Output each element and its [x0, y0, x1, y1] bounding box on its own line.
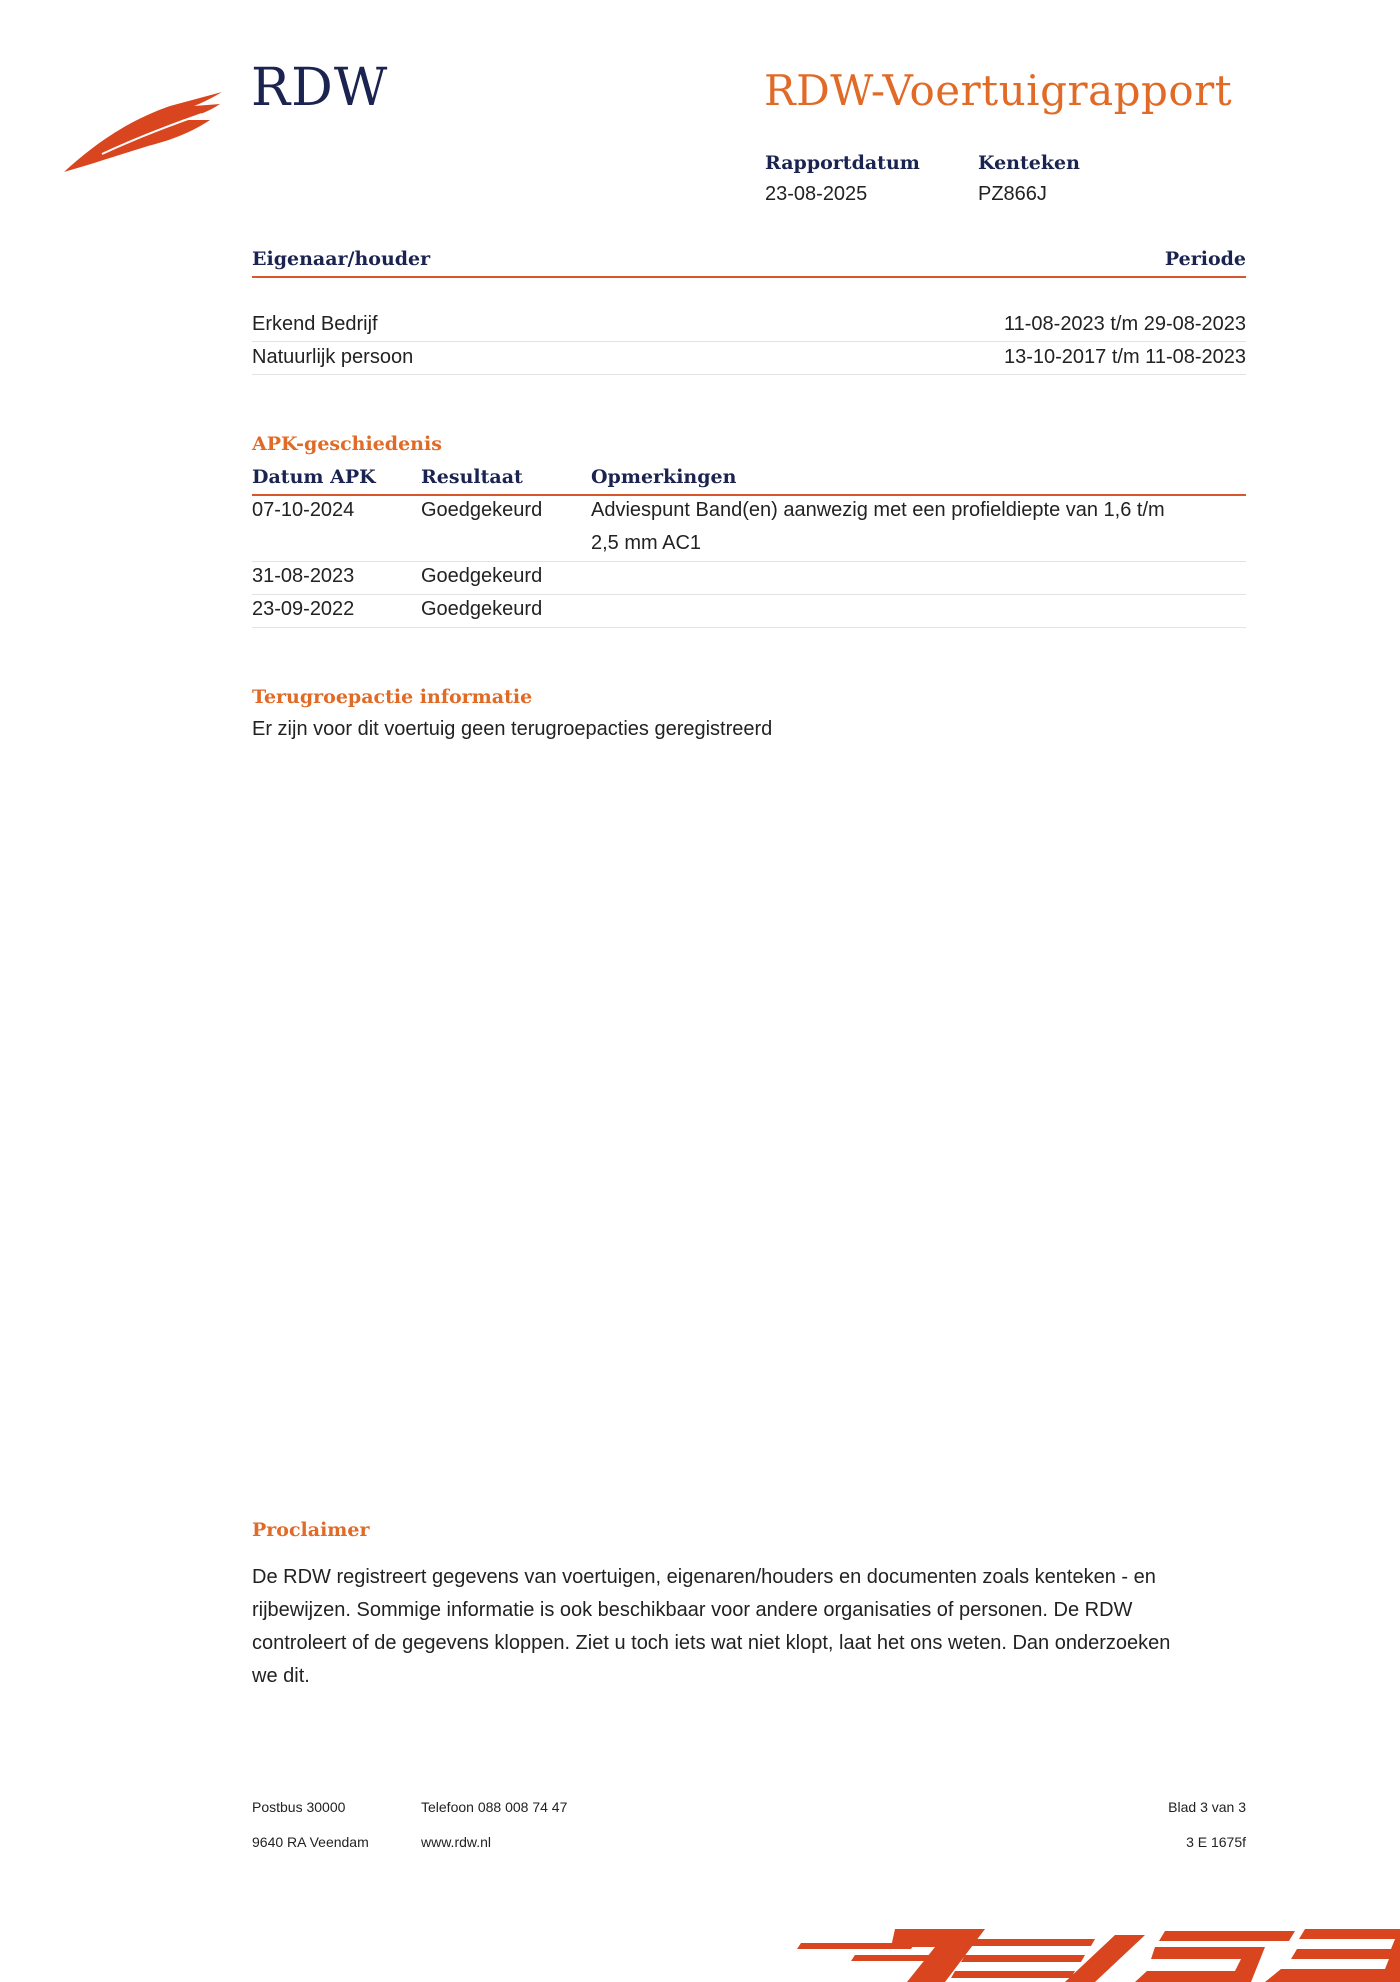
footer-phone: Telefoon 088 008 74 47	[421, 1799, 568, 1815]
apk-remarks-column-header: Opmerkingen	[591, 466, 737, 488]
owner-row-divider	[252, 341, 1246, 342]
footer-postbus: Postbus 30000	[252, 1799, 346, 1815]
apk-table-header-rule	[252, 494, 1246, 496]
apk-result-column-header: Resultaat	[421, 466, 523, 488]
proclaimer-title: Proclaimer	[252, 1519, 370, 1541]
proclaimer-line: we dit.	[252, 1665, 310, 1687]
recall-text: Er zijn voor dit voertuig geen terugroepacties geregistreerd	[252, 718, 773, 740]
owner-table-header-rule	[252, 276, 1246, 278]
apk-row-divider	[252, 594, 1246, 595]
proclaimer-line: rijbewijzen. Sommige informatie is ook beschikbaar voor andere organisaties of personen. De RDW	[252, 1599, 1133, 1621]
owner-row-1-period: 11-08-2023 t/m 29-08-2023	[1003, 313, 1246, 335]
apk-row-1-result: Goedgekeurd	[421, 499, 543, 521]
apk-row-2-result: Goedgekeurd	[421, 565, 543, 587]
report-title: RDW-Voertuigrapport	[764, 66, 1233, 115]
brand-name: RDW	[251, 58, 389, 118]
rdw-stripes-decoration-icon	[795, 1925, 1400, 1982]
apk-section-title: APK-geschiedenis	[252, 433, 442, 455]
recall-section-title: Terugroepactie informatie	[252, 686, 533, 708]
apk-row-divider	[252, 561, 1246, 562]
plate-value: PZ866J	[978, 183, 1047, 205]
apk-date-column-header: Datum APK	[252, 466, 376, 488]
owner-row-2-period: 13-10-2017 t/m 11-08-2023	[1003, 346, 1246, 368]
apk-row-1-date: 07-10-2024	[252, 499, 355, 521]
rdw-feather-logo-icon	[62, 88, 232, 178]
owner-row-2-owner: Natuurlijk persoon	[252, 346, 414, 368]
proclaimer-line: De RDW registreert gegevens van voertuigen, eigenaren/houders en documenten zoals kenteken - en	[252, 1566, 1156, 1588]
apk-row-3-result: Goedgekeurd	[421, 598, 543, 620]
apk-row-3-date: 23-09-2022	[252, 598, 355, 620]
period-column-header: Periode	[1164, 248, 1246, 270]
proclaimer-line: controleert of de gegevens kloppen. Ziet u toch iets wat niet klopt, laat het ons weten. Dan onderzoeken	[252, 1632, 1171, 1654]
apk-row-1-remarks-line-1: Adviespunt Band(en) aanwezig met een profieldiepte van 1,6 t/m	[591, 499, 1165, 521]
apk-row-1-remarks-line-2: 2,5 mm AC1	[591, 532, 702, 554]
owner-row-1-owner: Erkend Bedrijf	[252, 313, 378, 335]
proclaimer-text	[252, 1561, 1252, 1693]
apk-row-2-date: 31-08-2023	[252, 565, 355, 587]
owner-row-divider	[252, 374, 1246, 375]
footer-city: 9640 RA Veendam	[252, 1834, 369, 1850]
footer-document-code: 3 E 1675f	[1186, 1834, 1246, 1850]
report-date-value: 23-08-2025	[765, 183, 868, 205]
apk-row-divider	[252, 627, 1246, 628]
plate-label: Kenteken	[978, 152, 1080, 174]
report-date-label: Rapportdatum	[765, 152, 920, 174]
owner-column-header: Eigenaar/houder	[252, 248, 431, 270]
footer-website-link[interactable]: www.rdw.nl	[421, 1834, 492, 1850]
footer-page-number: Blad 3 van 3	[1168, 1799, 1246, 1815]
